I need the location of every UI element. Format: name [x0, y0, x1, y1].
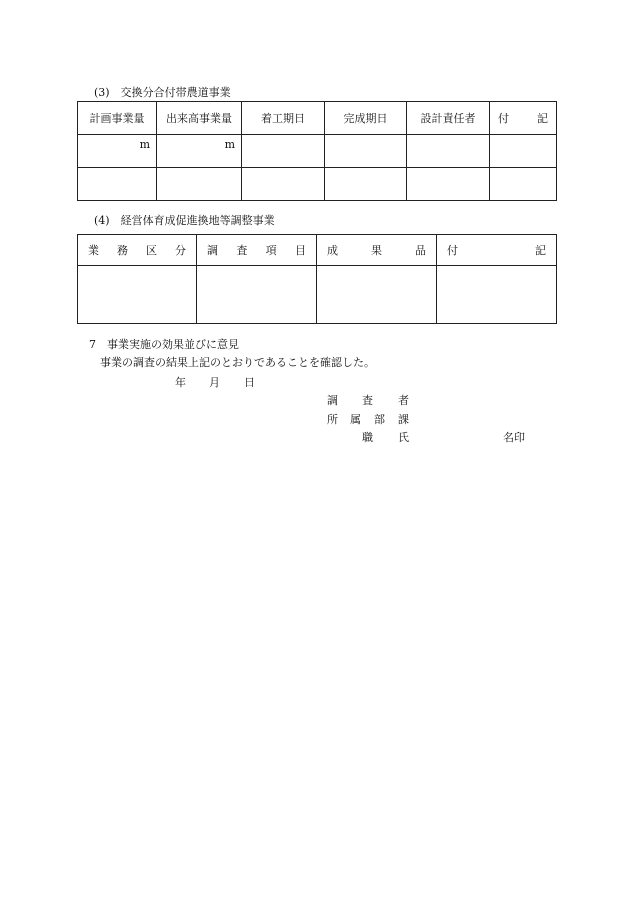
- cell-actual-volume[interactable]: [157, 135, 242, 168]
- section4-heading: (4) 経営体育成促進換地等調整事業: [94, 214, 275, 227]
- header-business-category: 業 務 区 分: [78, 235, 197, 266]
- header-remarks: [490, 102, 557, 135]
- cell-actual-volume-2[interactable]: [157, 168, 242, 201]
- adjustment-project-table: [77, 234, 557, 324]
- cell-start-date[interactable]: [242, 135, 325, 168]
- section7-heading: 7 事業実施の効果並びに意見: [89, 338, 239, 351]
- cell-completion-date[interactable]: [325, 135, 407, 168]
- department-char-2: 属: [350, 413, 361, 426]
- header-start-date: 着工期日: [242, 102, 325, 135]
- cell-remarks[interactable]: [490, 135, 557, 168]
- cell-remarks-2[interactable]: [437, 266, 557, 324]
- cell-design-manager-2[interactable]: [407, 168, 490, 201]
- date-month: 月: [209, 376, 220, 389]
- cell-planned-volume-2[interactable]: [78, 168, 157, 201]
- cell-planned-volume[interactable]: [78, 135, 157, 168]
- department-char-3: 部: [374, 413, 385, 426]
- header-survey-item: 調 査 項 目: [197, 235, 317, 266]
- seal-label: 名印: [503, 431, 525, 444]
- confirmation-statement: 事業の調査の結果上記のとおりであることを確認した。: [100, 356, 375, 369]
- cell-design-manager[interactable]: [407, 135, 490, 168]
- department-char-4: 課: [398, 413, 409, 426]
- cell-completion-date-2[interactable]: [325, 168, 407, 201]
- department-char-1: 所: [327, 413, 338, 426]
- cell-deliverables[interactable]: [317, 266, 437, 324]
- header-completion-date: 完成期日: [325, 102, 407, 135]
- position-char-1: 職: [362, 431, 373, 444]
- table-row: [78, 168, 557, 201]
- header-design-manager: 設計責任者: [407, 102, 490, 135]
- investigator-char-3: 者: [398, 394, 409, 407]
- table-row: [78, 135, 557, 168]
- header-remarks-2: 付 記: [437, 235, 557, 266]
- section3-heading: (3) 交換分合付帯農道事業: [94, 86, 231, 99]
- header-actual-volume: 出来高事業量: [157, 102, 242, 135]
- remark-char-2: 記: [537, 112, 548, 125]
- date-day: 日: [244, 376, 255, 389]
- header-planned-volume: 計画事業量: [78, 102, 157, 135]
- table-row: [78, 266, 557, 324]
- investigator-char-1: 調: [327, 394, 338, 407]
- unit-planned: m: [139, 138, 150, 151]
- position-char-2: 氏: [398, 431, 409, 444]
- unit-actual: m: [224, 138, 235, 151]
- investigator-char-2: 査: [362, 394, 373, 407]
- header-deliverables: 成 果 品: [317, 235, 437, 266]
- date-year: 年: [175, 376, 186, 389]
- remark-char-1: 付: [498, 112, 509, 125]
- project-volume-table: [77, 101, 557, 201]
- cell-business-category[interactable]: [78, 266, 197, 324]
- cell-remarks-2[interactable]: [490, 168, 557, 201]
- cell-start-date-2[interactable]: [242, 168, 325, 201]
- cell-survey-item[interactable]: [197, 266, 317, 324]
